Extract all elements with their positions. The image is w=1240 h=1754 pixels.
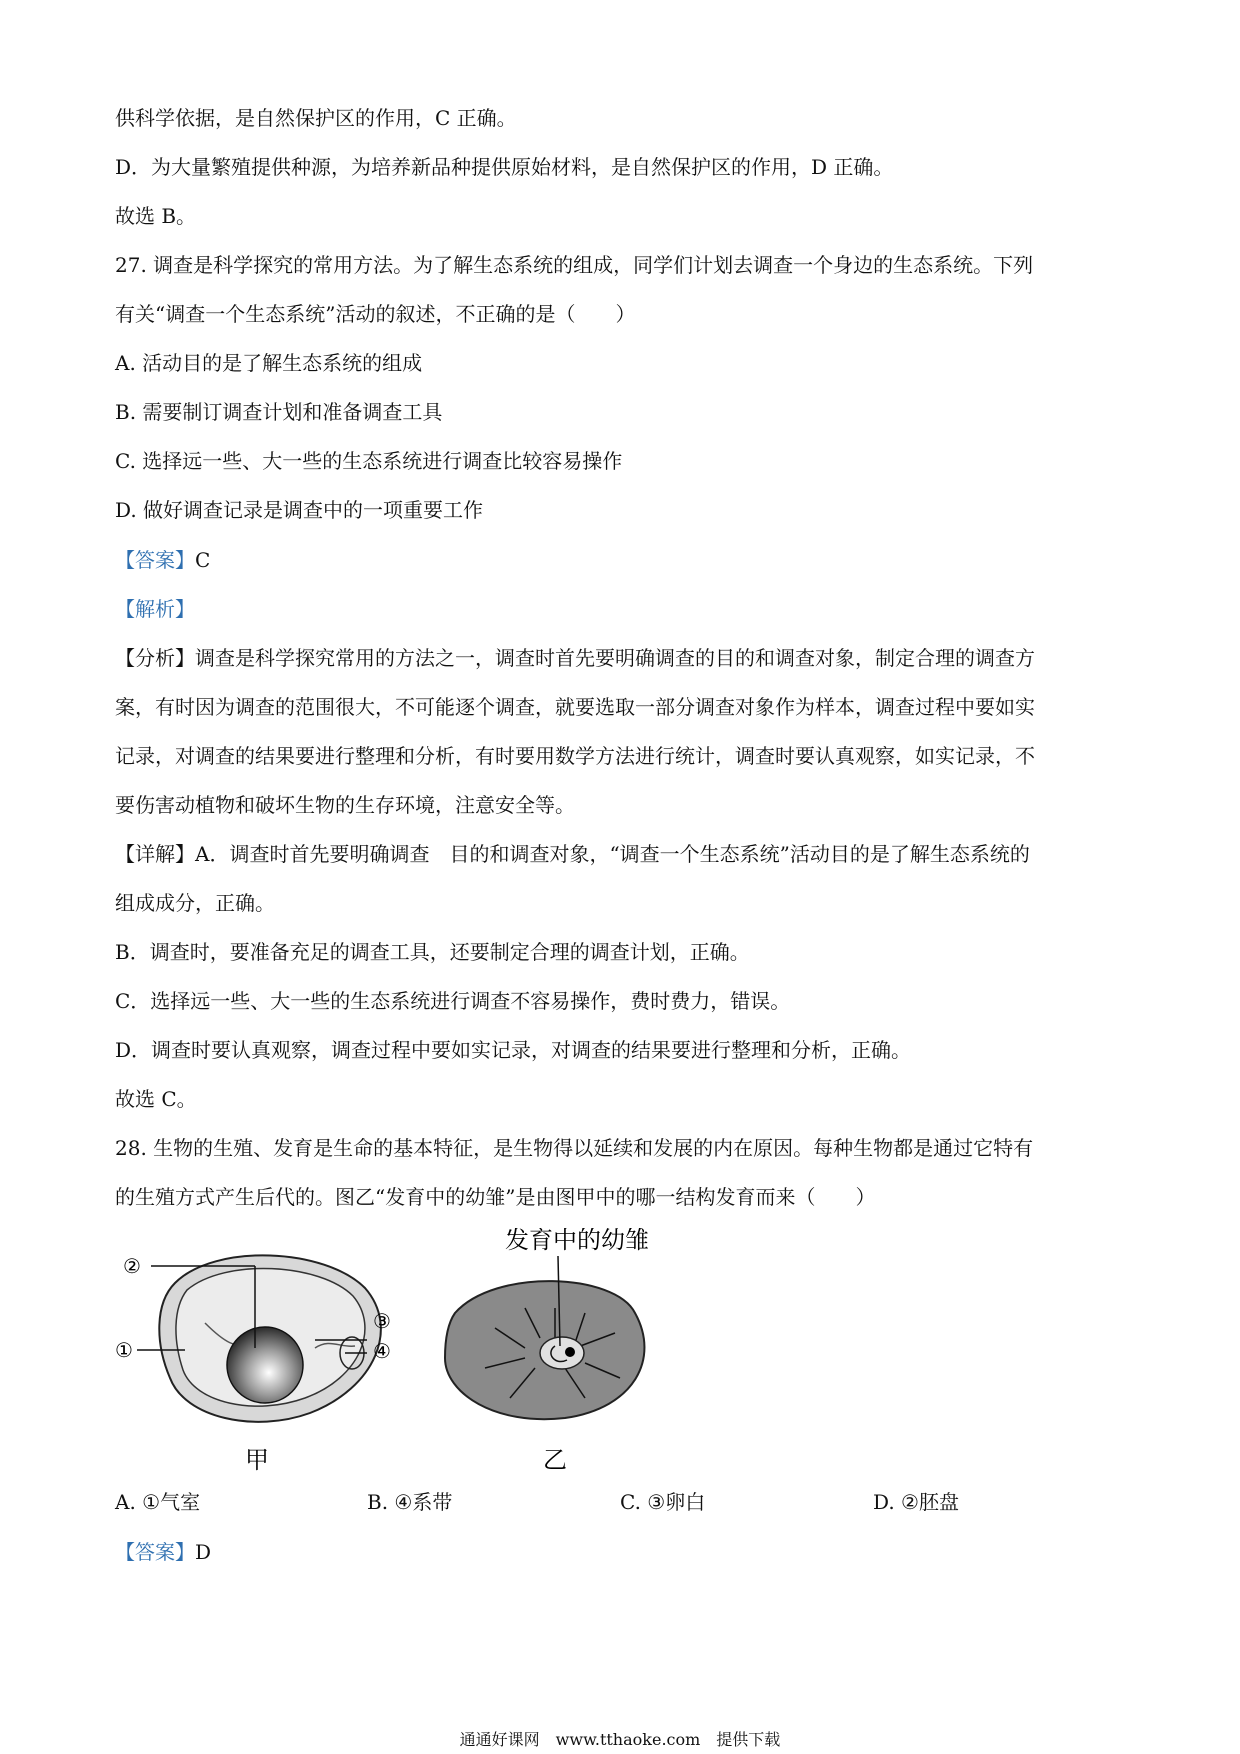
yolk xyxy=(227,1327,303,1403)
option-c: C. 选择远一些、大一些的生态系统进行调查比较容易操作 xyxy=(115,449,623,473)
detail-text: 【详解】A．调查时首先要明确调查 目的和调查对象，“调查一个生态系统”活动目的是了解生态系统的 xyxy=(115,842,1030,866)
question-28-line: 的生殖方式产生后代的。图乙“发育中的幼雏”是由图甲中的哪一结构发育而来（ ） xyxy=(115,1185,876,1209)
embryo-area xyxy=(540,1337,584,1369)
egg-jia xyxy=(115,1254,391,1474)
question-27-line: 有关“调查一个生态系统”活动的叙述，不正确的是（ ） xyxy=(115,302,636,326)
detail-text: B．调查时，要准备充足的调查工具，还要制定合理的调查计划，正确。 xyxy=(115,940,750,964)
marker-1: ① xyxy=(115,1338,133,1362)
egg-figure xyxy=(115,1228,675,1478)
label-yi: 乙 xyxy=(543,1446,567,1474)
detail-text: D．调查时要认真观察，调查过程中要如实记录，对调查的结果要进行整理和分析，正确。 xyxy=(115,1038,912,1062)
analysis-text: 要伤害动植物和破坏生物的生存环境，注意安全等。 xyxy=(115,793,575,817)
answer-value: D xyxy=(195,1540,212,1564)
answer-option-a: A. ①气室 xyxy=(115,1490,201,1514)
analysis-line xyxy=(115,595,195,623)
answer-line xyxy=(115,1538,211,1566)
analysis-text: 【分析】调查是科学探究常用的方法之一，调查时首先要明确调查的目的和调查对象，制定合理的调查方 xyxy=(115,646,1035,670)
question-28-line: 28. 生物的生殖、发育是生命的基本特征，是生物得以延续和发展的内在原因。每种生物都是通过它特有 xyxy=(115,1136,1034,1160)
marker-4: ④ xyxy=(373,1339,391,1363)
label-jia: 甲 xyxy=(245,1446,269,1474)
answer-line xyxy=(115,546,210,574)
answer-option-d: D. ②胚盘 xyxy=(873,1490,959,1514)
analysis-text: 记录，对调查的结果要进行整理和分析，有时要用数学方法进行统计，调查时要认真观察，如实记录，不 xyxy=(115,744,1035,768)
text-line: 供科学依据，是自然保护区的作用，C 正确。 xyxy=(115,106,517,130)
question-27-line: 27. 调查是科学探究的常用方法。为了解生态系统的组成，同学们计划去调查一个身边的生态系统。下列 xyxy=(115,253,1034,277)
answer-tag: 【答案】 xyxy=(115,548,195,572)
option-a: A. 活动目的是了解生态系统的组成 xyxy=(115,351,423,375)
option-d: D. 做好调查记录是调查中的一项重要工作 xyxy=(115,498,484,522)
caption-top: 发育中的幼雏 xyxy=(505,1228,649,1254)
detail-text: C．选择远一些、大一些的生态系统进行调查不容易操作，费时费力，错误。 xyxy=(115,989,791,1013)
answer-value: C xyxy=(195,548,211,572)
answer-option-c: C. ③卵白 xyxy=(620,1490,706,1514)
footer-source: 通通好课网 www.tthaoke.com 提供下载 xyxy=(459,1730,781,1749)
embryo-eye xyxy=(565,1347,575,1357)
text-line: 故选 C。 xyxy=(115,1087,197,1111)
egg-yi xyxy=(445,1228,649,1474)
marker-2: ② xyxy=(123,1254,141,1278)
analysis-tag: 【解析】 xyxy=(115,597,195,621)
marker-3: ③ xyxy=(373,1309,391,1333)
answer-option-b: B. ④系带 xyxy=(367,1490,453,1514)
text-line: D．为大量繁殖提供种源，为培养新品种提供原始材料，是自然保护区的作用，D 正确。 xyxy=(115,155,894,179)
answer-tag: 【答案】 xyxy=(115,1540,195,1564)
option-b: B. 需要制订调查计划和准备调查工具 xyxy=(115,400,443,424)
detail-text: 组成成分，正确。 xyxy=(115,891,275,915)
text-line: 故选 B。 xyxy=(115,204,197,228)
analysis-text: 案，有时因为调查的范围很大，不可能逐个调查，就要选取一部分调查对象作为样本，调查过程中要如实 xyxy=(115,695,1035,719)
